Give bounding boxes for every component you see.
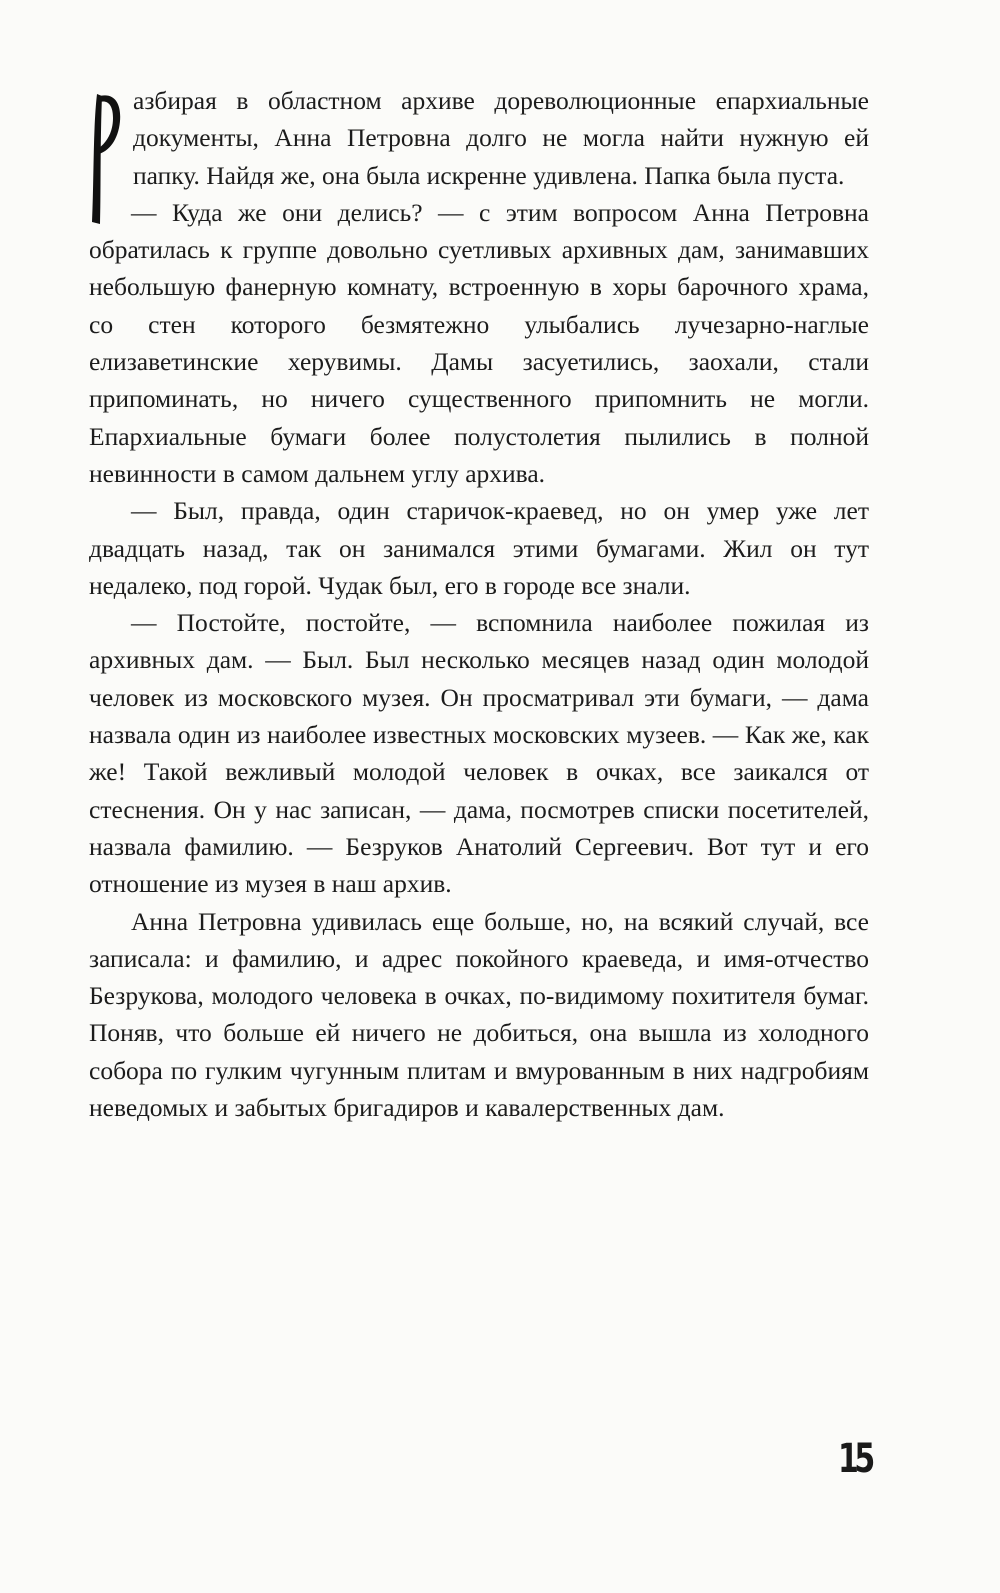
paragraph-1-text: азбирая в областном архиве дореволюционные епархиальные документы, Анна Петровна долго не могла найти нужную ей папку. Найдя же, она была искренне удивлена. Папка была пуста. [133,86,869,190]
page-number: 15 [838,1436,871,1482]
paragraph-5: Анна Петровна удивилась еще больше, но, на всякий случай, все записала: и фамилию, и адрес покойного краеведа, и имя-отчество Безрукова, молодого человека в очках, по-видимому похитителя бумаг. Поняв, что больше ей ничего не добиться, она вышла из холодного собора по гулким чугунным плитам и вмурованным в них надгробиям неведомых и забытых бригадиров и кавалерственных дам. [89,906,869,1123]
drop-cap-letter-r [83,88,123,228]
page-body-text [89,82,869,1126]
paragraph-1 [89,82,869,194]
paragraph-3: — Был, правда, один старичок-краевед, но он умер уже лет двадцать назад, так он занимался этими бумагами. Жил он тут недалеко, под горой. Чудак был, его в городе все знали. [89,496,869,600]
paragraph-4: — Постойте, постойте, — вспомнила наиболее пожилая из архивных дам. — Был. Был несколько месяцев назад один молодой человек из московского музея. Он просматривал эти бумаги, — дама назвала один из наиболее известных московских музеев. — Как же, как же! Такой вежливый молодой человек в очках, все заикался от стеснения. Он у нас записан, — дама, посмотрев списки посетителей, назвала фамилию. — Безруков Анатолий Сергеевич. Вот тут и его отношение из музея в наш архив. [89,608,869,899]
paragraph-2: — Куда же они делись? — с этим вопросом Анна Петровна обратилась к группе довольно суетливых архивных дам, занимавших небольшую фанерную комнату, встроенную в хоры барочного храма, со стен которого безмятежно улыбались лучезарно-наглые елизаветинские херувимы. Дамы засуетились, заохали, стали припоминать, но ничего существенного припомнить не могли. Епархиальные бумаги более полустолетия пылились в полной невинности в самом дальнем углу архива. [89,197,869,488]
